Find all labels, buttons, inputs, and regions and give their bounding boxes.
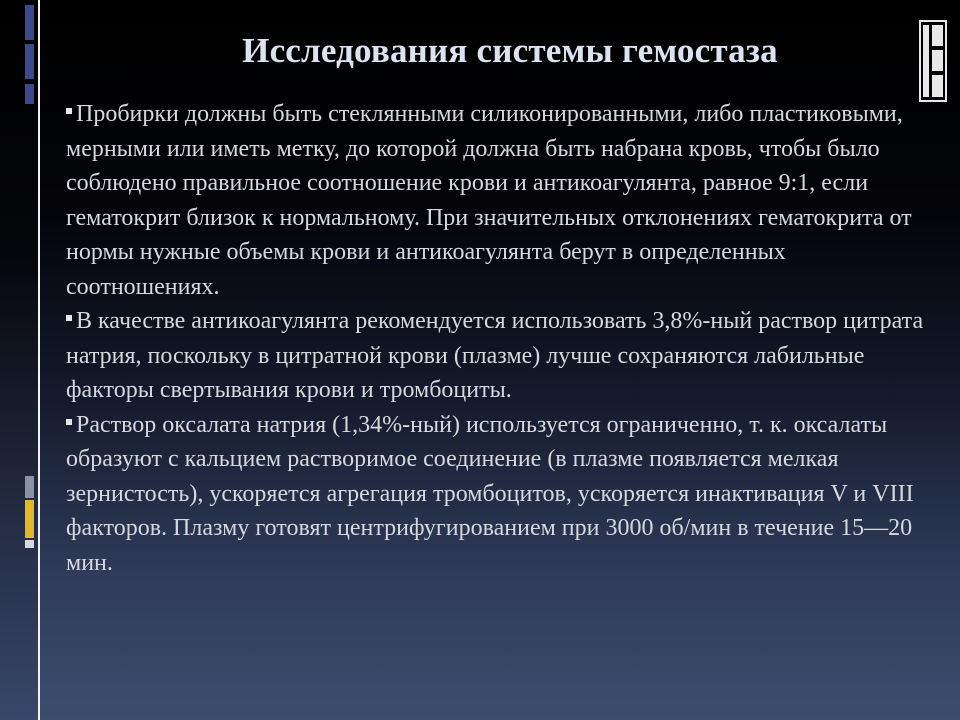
bullet-list (66, 97, 941, 580)
decor-stripe-grey (25, 540, 34, 548)
bullet-item (66, 97, 941, 304)
slide-title: Исследования системы гемостаза (242, 31, 778, 70)
square-bullet-icon (66, 108, 72, 114)
decor-stripe-blue (25, 44, 34, 79)
square-bullet-icon (66, 315, 72, 321)
window-decor-icon (919, 20, 947, 102)
bullet-item (66, 304, 941, 408)
decor-stripe-gold (25, 500, 34, 538)
vertical-divider (38, 0, 40, 720)
bullet-item (66, 408, 941, 581)
left-decor-panel (0, 0, 38, 720)
decor-stripe-blue (25, 5, 34, 40)
bullet-text: Раствор оксалата натрия (1,34%-ный) используется ограниченно, т. к. оксалаты образуют с кальцием растворимое соединение (в плазме появляется мелкая зернистость), ускоряется агрегация тромбоцитов, ускоряется инактивация V и VIII факторов. Плазму готовят центрифугированием при 3000 об/мин в течение 15—20 мин. (66, 411, 914, 576)
square-bullet-icon (66, 419, 72, 425)
bullet-text: В качестве антикоагулянта рекомендуется использовать 3,8%-ный раствор цитрата натрия, поскольку в цитратной крови (плазме) лучше сохраняются лабильные факторы свертывания крови и тромбоциты. (66, 308, 924, 403)
decor-stripe-slate (25, 476, 34, 498)
bullet-text: Пробирки должны быть стеклянными силиконированными, либо пластиковыми, мерными или иметь метку, до которой должна быть набрана кровь, чтобы было соблюдено правильное соотношение крови и антикоагулянта, равное 9:1, если гематокрит близок к нормальному. При значительных отклонениях гематокрита от нормы нужные объемы крови и антикоагулянта берут в определенных соотношениях. (66, 101, 912, 300)
decor-stripe-blue (25, 84, 34, 104)
